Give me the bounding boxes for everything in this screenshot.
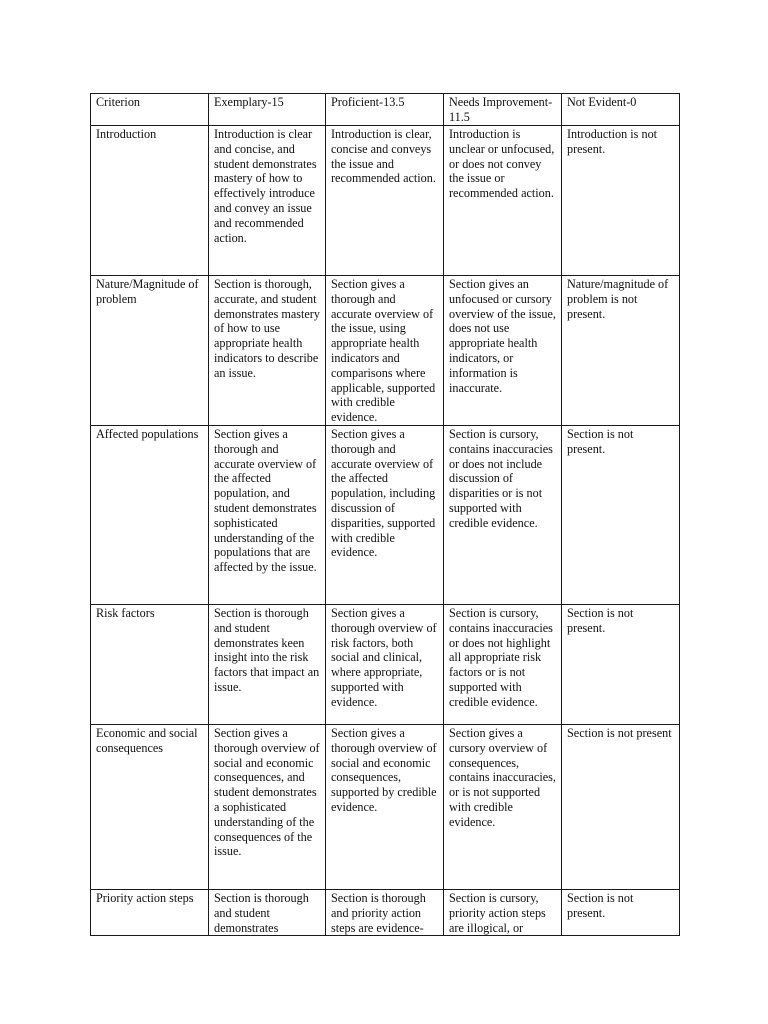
not-evident-cell: Section is not present.: [562, 890, 680, 936]
table-row: [91, 605, 680, 725]
not-evident-cell: Section is not present.: [562, 426, 680, 605]
exemplary-cell: Section gives a thorough overview of social and economic consequences, and student demonstrates a sophisticated understanding of the consequences of the issue.: [209, 725, 326, 890]
header-criterion: Criterion: [91, 94, 209, 126]
table-row: [91, 890, 680, 936]
criterion-cell: Priority action steps: [91, 890, 209, 936]
proficient-cell: Section gives a thorough overview of social and economic consequences, supported by credible evidence.: [326, 725, 444, 890]
needs-improvement-cell: Section gives an unfocused or cursory overview of the issue, does not use appropriate health indicators, or information is inaccurate.: [444, 276, 562, 426]
table-row: [91, 725, 680, 890]
exemplary-cell: Section gives a thorough and accurate overview of the affected population, and student demonstrates sophisticated understanding of the populations that are affected by the issue.: [209, 426, 326, 605]
proficient-cell: Section gives a thorough and accurate overview of the affected population, including discussion of disparities, supported with credible evidence.: [326, 426, 444, 605]
exemplary-cell: Section is thorough, accurate, and student demonstrates mastery of how to use appropriate health indicators to describe an issue.: [209, 276, 326, 426]
header-not-evident: Not Evident-0: [562, 94, 680, 126]
exemplary-cell: Section is thorough and student demonstrates: [209, 890, 326, 936]
table-header-row: [91, 94, 680, 126]
exemplary-cell: Introduction is clear and concise, and student demonstrates mastery of how to effectively introduce and convey an issue and recommended action.: [209, 126, 326, 276]
not-evident-cell: Section is not present: [562, 725, 680, 890]
header-proficient: Proficient-13.5: [326, 94, 444, 126]
needs-improvement-cell: Section is cursory, contains inaccuracies or does not highlight all appropriate risk factors or is not supported with credible evidence.: [444, 605, 562, 725]
proficient-cell: Introduction is clear, concise and conveys the issue and recommended action.: [326, 126, 444, 276]
needs-improvement-cell: Section is cursory, contains inaccuracies or does not include discussion of disparities or is not supported with credible evidence.: [444, 426, 562, 605]
criterion-cell: Economic and social consequences: [91, 725, 209, 890]
header-needs-improvement: Needs Improvement-11.5: [444, 94, 562, 126]
proficient-cell: Section gives a thorough and accurate overview of the issue, using appropriate health indicators and comparisons where applicable, supported with credible evidence.: [326, 276, 444, 426]
table-row: [91, 426, 680, 605]
header-exemplary: Exemplary-15: [209, 94, 326, 126]
table-row: [91, 126, 680, 276]
exemplary-cell: Section is thorough and student demonstrates keen insight into the risk factors that impact an issue.: [209, 605, 326, 725]
needs-improvement-cell: Section is cursory, priority action steps are illogical, or: [444, 890, 562, 936]
criterion-cell: Risk factors: [91, 605, 209, 725]
needs-improvement-cell: Introduction is unclear or unfocused, or does not convey the issue or recommended action.: [444, 126, 562, 276]
not-evident-cell: Section is not present.: [562, 605, 680, 725]
table-row: [91, 276, 680, 426]
criterion-cell: Introduction: [91, 126, 209, 276]
not-evident-cell: Introduction is not present.: [562, 126, 680, 276]
proficient-cell: Section is thorough and priority action steps are evidence-: [326, 890, 444, 936]
needs-improvement-cell: Section gives a cursory overview of consequences, contains inaccuracies, or is not supported with credible evidence.: [444, 725, 562, 890]
criterion-cell: Affected populations: [91, 426, 209, 605]
proficient-cell: Section gives a thorough overview of risk factors, both social and clinical, where appropriate, supported with evidence.: [326, 605, 444, 725]
not-evident-cell: Nature/magnitude of problem is not present.: [562, 276, 680, 426]
criterion-cell: Nature/Magnitude of problem: [91, 276, 209, 426]
rubric-table: [90, 93, 680, 936]
